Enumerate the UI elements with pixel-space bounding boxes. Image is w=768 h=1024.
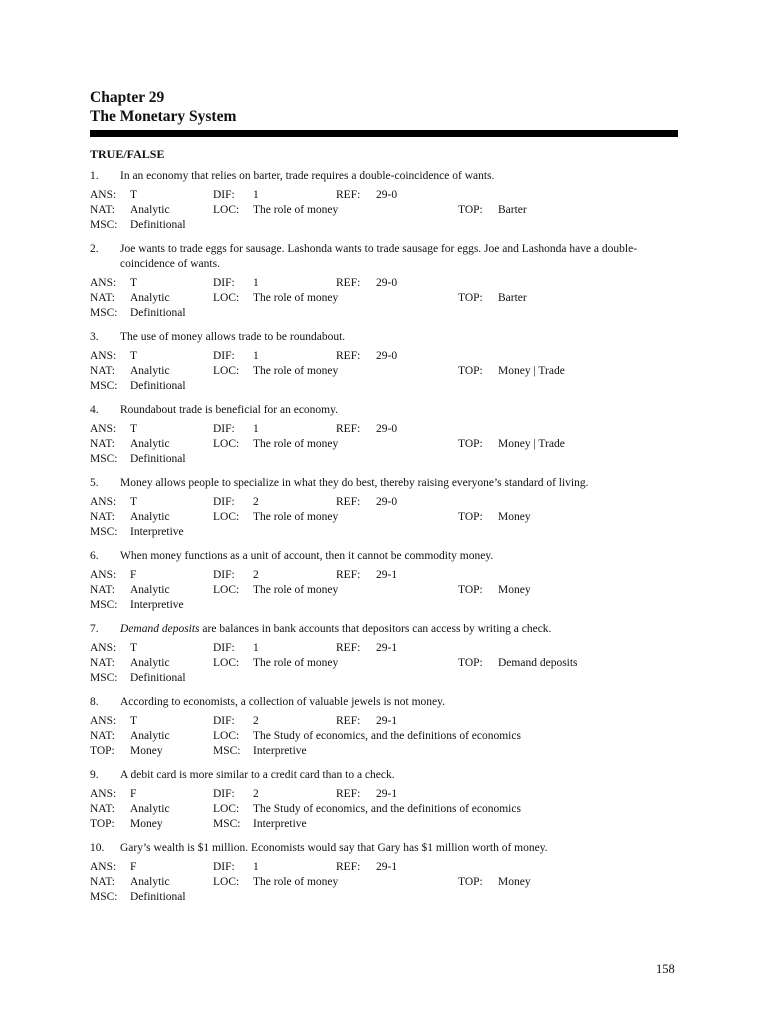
metadata-value: 1 (253, 277, 259, 289)
question-body: According to economists, a collection of valuable jewels is not money. (120, 696, 446, 708)
answer-metadata (90, 188, 678, 233)
question-item (90, 403, 678, 467)
metadata-value: Money (130, 818, 163, 830)
metadata-value: Money | Trade (498, 438, 565, 450)
metadata-value: 1 (253, 189, 259, 201)
metadata-key: TOP: (458, 292, 483, 304)
metadata-value: The role of money (253, 204, 339, 216)
metadata-key: TOP: (458, 204, 483, 216)
metadata-key: LOC: (213, 730, 240, 742)
question-body: are balances in bank accounts that depositors can access by writing a check. (199, 623, 552, 635)
question-number: 6. (90, 550, 99, 562)
metadata-key: MSC: (90, 380, 118, 392)
question-body: The use of money allows trade to be roundabout. (120, 331, 346, 343)
metadata-row (90, 568, 678, 583)
metadata-key: MSC: (90, 526, 118, 538)
metadata-value: Definitional (130, 219, 186, 231)
question-list (90, 169, 678, 905)
metadata-value: Definitional (130, 380, 186, 392)
metadata-key: NAT: (90, 584, 115, 596)
metadata-value: Analytic (130, 730, 170, 742)
metadata-key: LOC: (213, 657, 240, 669)
metadata-key: NAT: (90, 204, 115, 216)
question-text (90, 768, 678, 783)
metadata-value: 29-0 (376, 189, 398, 201)
metadata-key: TOP: (458, 657, 483, 669)
metadata-key: ANS: (90, 569, 117, 581)
metadata-value: 29-1 (376, 788, 398, 800)
question-item (90, 169, 678, 233)
metadata-value: 1 (253, 642, 259, 654)
metadata-value: 29-0 (376, 423, 398, 435)
metadata-key: ANS: (90, 423, 117, 435)
metadata-key: DIF: (213, 715, 235, 727)
metadata-value: Analytic (130, 803, 170, 815)
metadata-value: Interpretive (253, 818, 307, 830)
metadata-key: DIF: (213, 569, 235, 581)
metadata-value: Analytic (130, 204, 170, 216)
metadata-value: 29-0 (376, 277, 398, 289)
metadata-key: LOC: (213, 511, 240, 523)
metadata-key: LOC: (213, 292, 240, 304)
question-item (90, 549, 678, 613)
answer-metadata (90, 349, 678, 394)
metadata-value: Analytic (130, 511, 170, 523)
metadata-row (90, 875, 678, 890)
metadata-value: The Study of economics, and the definitions of economics (253, 803, 521, 815)
metadata-key: DIF: (213, 788, 235, 800)
metadata-value: Definitional (130, 891, 186, 903)
question-text (90, 841, 678, 856)
metadata-key: MSC: (90, 219, 118, 231)
metadata-key: MSC: (90, 599, 118, 611)
metadata-value: Money (498, 511, 531, 523)
metadata-row (90, 452, 678, 467)
metadata-key: TOP: (458, 876, 483, 888)
metadata-value: T (130, 715, 138, 727)
metadata-row (90, 495, 678, 510)
metadata-value: 1 (253, 350, 259, 362)
metadata-key: NAT: (90, 803, 115, 815)
metadata-value: Analytic (130, 876, 170, 888)
metadata-value: F (130, 861, 137, 873)
chapter-number: Chapter 29 (90, 89, 165, 106)
metadata-value: T (130, 642, 138, 654)
metadata-key: LOC: (213, 438, 240, 450)
metadata-key: TOP: (458, 511, 483, 523)
page-number: 158 (656, 962, 675, 976)
metadata-value: 2 (253, 788, 259, 800)
metadata-key: LOC: (213, 204, 240, 216)
question-number: 9. (90, 769, 99, 781)
metadata-key: ANS: (90, 642, 117, 654)
metadata-row (90, 890, 678, 905)
metadata-value: Definitional (130, 453, 186, 465)
metadata-row (90, 656, 678, 671)
metadata-value: Analytic (130, 584, 170, 596)
metadata-value: 1 (253, 861, 259, 873)
metadata-key: DIF: (213, 861, 235, 873)
question-number: 10. (90, 842, 105, 854)
metadata-value: 29-0 (376, 350, 398, 362)
metadata-key: DIF: (213, 642, 235, 654)
metadata-key: TOP: (458, 365, 483, 377)
metadata-key: NAT: (90, 730, 115, 742)
question-body: Joe wants to trade eggs for sausage. Lashonda wants to trade sausage for eggs. Joe and Lashonda have a double-coincidence of wants. (120, 243, 638, 270)
metadata-value: Demand deposits (498, 657, 578, 669)
metadata-key: NAT: (90, 876, 115, 888)
question-text (90, 242, 678, 272)
metadata-value: Analytic (130, 292, 170, 304)
metadata-key: ANS: (90, 788, 117, 800)
metadata-value: The role of money (253, 438, 339, 450)
metadata-value: T (130, 189, 138, 201)
metadata-value: 2 (253, 715, 259, 727)
metadata-key: DIF: (213, 496, 235, 508)
metadata-value: T (130, 423, 138, 435)
question-body: Gary’s wealth is $1 million. Economists would say that Gary has $1 million worth of money. (120, 842, 548, 854)
metadata-row (90, 291, 678, 306)
metadata-row (90, 598, 678, 613)
metadata-key: LOC: (213, 584, 240, 596)
metadata-key: MSC: (90, 307, 118, 319)
metadata-value: Interpretive (253, 745, 307, 757)
metadata-key: REF: (336, 350, 361, 362)
question-body: A debit card is more similar to a credit card than to a check. (120, 769, 395, 781)
question-text (90, 403, 678, 418)
metadata-value: Definitional (130, 307, 186, 319)
metadata-key: MSC: (90, 891, 118, 903)
metadata-key: DIF: (213, 277, 235, 289)
metadata-key: MSC: (90, 672, 118, 684)
question-text (90, 330, 678, 345)
metadata-row (90, 364, 678, 379)
metadata-key: NAT: (90, 511, 115, 523)
metadata-key: NAT: (90, 365, 115, 377)
metadata-key: TOP: (458, 438, 483, 450)
metadata-value: Analytic (130, 438, 170, 450)
metadata-value: 29-1 (376, 715, 398, 727)
metadata-key: TOP: (90, 745, 115, 757)
metadata-value: T (130, 277, 138, 289)
question-number: 2. (90, 243, 99, 255)
metadata-row (90, 276, 678, 291)
metadata-value: Money (130, 745, 163, 757)
metadata-value: Money (498, 584, 531, 596)
metadata-value: The role of money (253, 365, 339, 377)
metadata-key: REF: (336, 189, 361, 201)
chapter-title: The Monetary System (90, 108, 237, 125)
question-body: When money functions as a unit of account, then it cannot be commodity money. (120, 550, 494, 562)
answer-metadata (90, 276, 678, 321)
section-heading: TRUE/FALSE (90, 147, 165, 161)
metadata-value: 29-1 (376, 642, 398, 654)
question-number: 1. (90, 170, 99, 182)
metadata-row (90, 379, 678, 394)
metadata-value: Money (498, 876, 531, 888)
metadata-value: T (130, 350, 138, 362)
metadata-key: REF: (336, 277, 361, 289)
question-item (90, 841, 678, 905)
metadata-value: Analytic (130, 365, 170, 377)
answer-metadata (90, 422, 678, 467)
metadata-value: Money | Trade (498, 365, 565, 377)
metadata-value: Barter (498, 204, 527, 216)
metadata-value: The role of money (253, 657, 339, 669)
question-text (90, 169, 678, 184)
metadata-key: LOC: (213, 876, 240, 888)
question-body: Money allows people to specialize in what they do best, thereby raising everyone’s standard of living. (120, 477, 589, 489)
metadata-value: Interpretive (130, 599, 184, 611)
metadata-value: 2 (253, 569, 259, 581)
answer-metadata (90, 787, 678, 832)
metadata-key: NAT: (90, 438, 115, 450)
metadata-value: Definitional (130, 672, 186, 684)
question-text (90, 622, 678, 637)
question-emphasis: Demand deposits (120, 623, 200, 635)
metadata-key: ANS: (90, 189, 117, 201)
metadata-row (90, 437, 678, 452)
metadata-key: LOC: (213, 803, 240, 815)
metadata-value: The Study of economics, and the definitions of economics (253, 730, 521, 742)
metadata-row (90, 306, 678, 321)
question-item (90, 330, 678, 394)
metadata-row (90, 729, 678, 744)
metadata-key: MSC: (213, 745, 241, 757)
metadata-value: Interpretive (130, 526, 184, 538)
question-item (90, 242, 678, 321)
answer-metadata (90, 860, 678, 905)
metadata-row (90, 671, 678, 686)
metadata-value: 2 (253, 496, 259, 508)
metadata-value: The role of money (253, 511, 339, 523)
metadata-value: Analytic (130, 657, 170, 669)
metadata-value: T (130, 496, 138, 508)
question-number: 7. (90, 623, 99, 635)
metadata-row (90, 188, 678, 203)
metadata-key: ANS: (90, 496, 117, 508)
metadata-row (90, 510, 678, 525)
metadata-key: DIF: (213, 350, 235, 362)
metadata-value: The role of money (253, 876, 339, 888)
question-number: 3. (90, 331, 99, 343)
metadata-key: REF: (336, 788, 361, 800)
question-text (90, 695, 678, 710)
answer-metadata (90, 495, 678, 540)
metadata-key: ANS: (90, 350, 117, 362)
answer-metadata (90, 568, 678, 613)
metadata-value: F (130, 569, 137, 581)
metadata-key: ANS: (90, 277, 117, 289)
metadata-key: REF: (336, 569, 361, 581)
metadata-key: REF: (336, 496, 361, 508)
metadata-value: 29-0 (376, 496, 398, 508)
metadata-value: The role of money (253, 292, 339, 304)
answer-metadata (90, 641, 678, 686)
question-text (90, 549, 678, 564)
metadata-row (90, 203, 678, 218)
question-item (90, 695, 678, 759)
metadata-value: The role of money (253, 584, 339, 596)
metadata-row (90, 641, 678, 656)
metadata-row (90, 218, 678, 233)
metadata-key: MSC: (213, 818, 241, 830)
metadata-key: REF: (336, 715, 361, 727)
metadata-row (90, 714, 678, 729)
question-body: Roundabout trade is beneficial for an economy. (120, 404, 339, 416)
question-text (90, 476, 678, 491)
answer-metadata (90, 714, 678, 759)
document-page (90, 88, 678, 905)
title-rule (90, 130, 678, 137)
metadata-row (90, 787, 678, 802)
metadata-key: MSC: (90, 453, 118, 465)
metadata-key: NAT: (90, 657, 115, 669)
question-number: 5. (90, 477, 99, 489)
metadata-row (90, 860, 678, 875)
metadata-key: LOC: (213, 365, 240, 377)
metadata-key: REF: (336, 642, 361, 654)
metadata-value: 1 (253, 423, 259, 435)
metadata-row (90, 744, 678, 759)
metadata-key: DIF: (213, 189, 235, 201)
metadata-key: TOP: (90, 818, 115, 830)
metadata-key: ANS: (90, 861, 117, 873)
metadata-row (90, 802, 678, 817)
metadata-row (90, 817, 678, 832)
metadata-row (90, 349, 678, 364)
question-item (90, 476, 678, 540)
metadata-key: DIF: (213, 423, 235, 435)
metadata-key: TOP: (458, 584, 483, 596)
metadata-row (90, 422, 678, 437)
question-number: 8. (90, 696, 99, 708)
metadata-value: Barter (498, 292, 527, 304)
metadata-key: REF: (336, 423, 361, 435)
question-item (90, 768, 678, 832)
metadata-value: 29-1 (376, 861, 398, 873)
metadata-row (90, 525, 678, 540)
question-body: In an economy that relies on barter, trade requires a double-coincidence of wants. (120, 170, 495, 182)
question-item (90, 622, 678, 686)
metadata-row (90, 583, 678, 598)
metadata-value: F (130, 788, 137, 800)
metadata-key: NAT: (90, 292, 115, 304)
question-number: 4. (90, 404, 99, 416)
metadata-key: REF: (336, 861, 361, 873)
metadata-key: ANS: (90, 715, 117, 727)
metadata-value: 29-1 (376, 569, 398, 581)
